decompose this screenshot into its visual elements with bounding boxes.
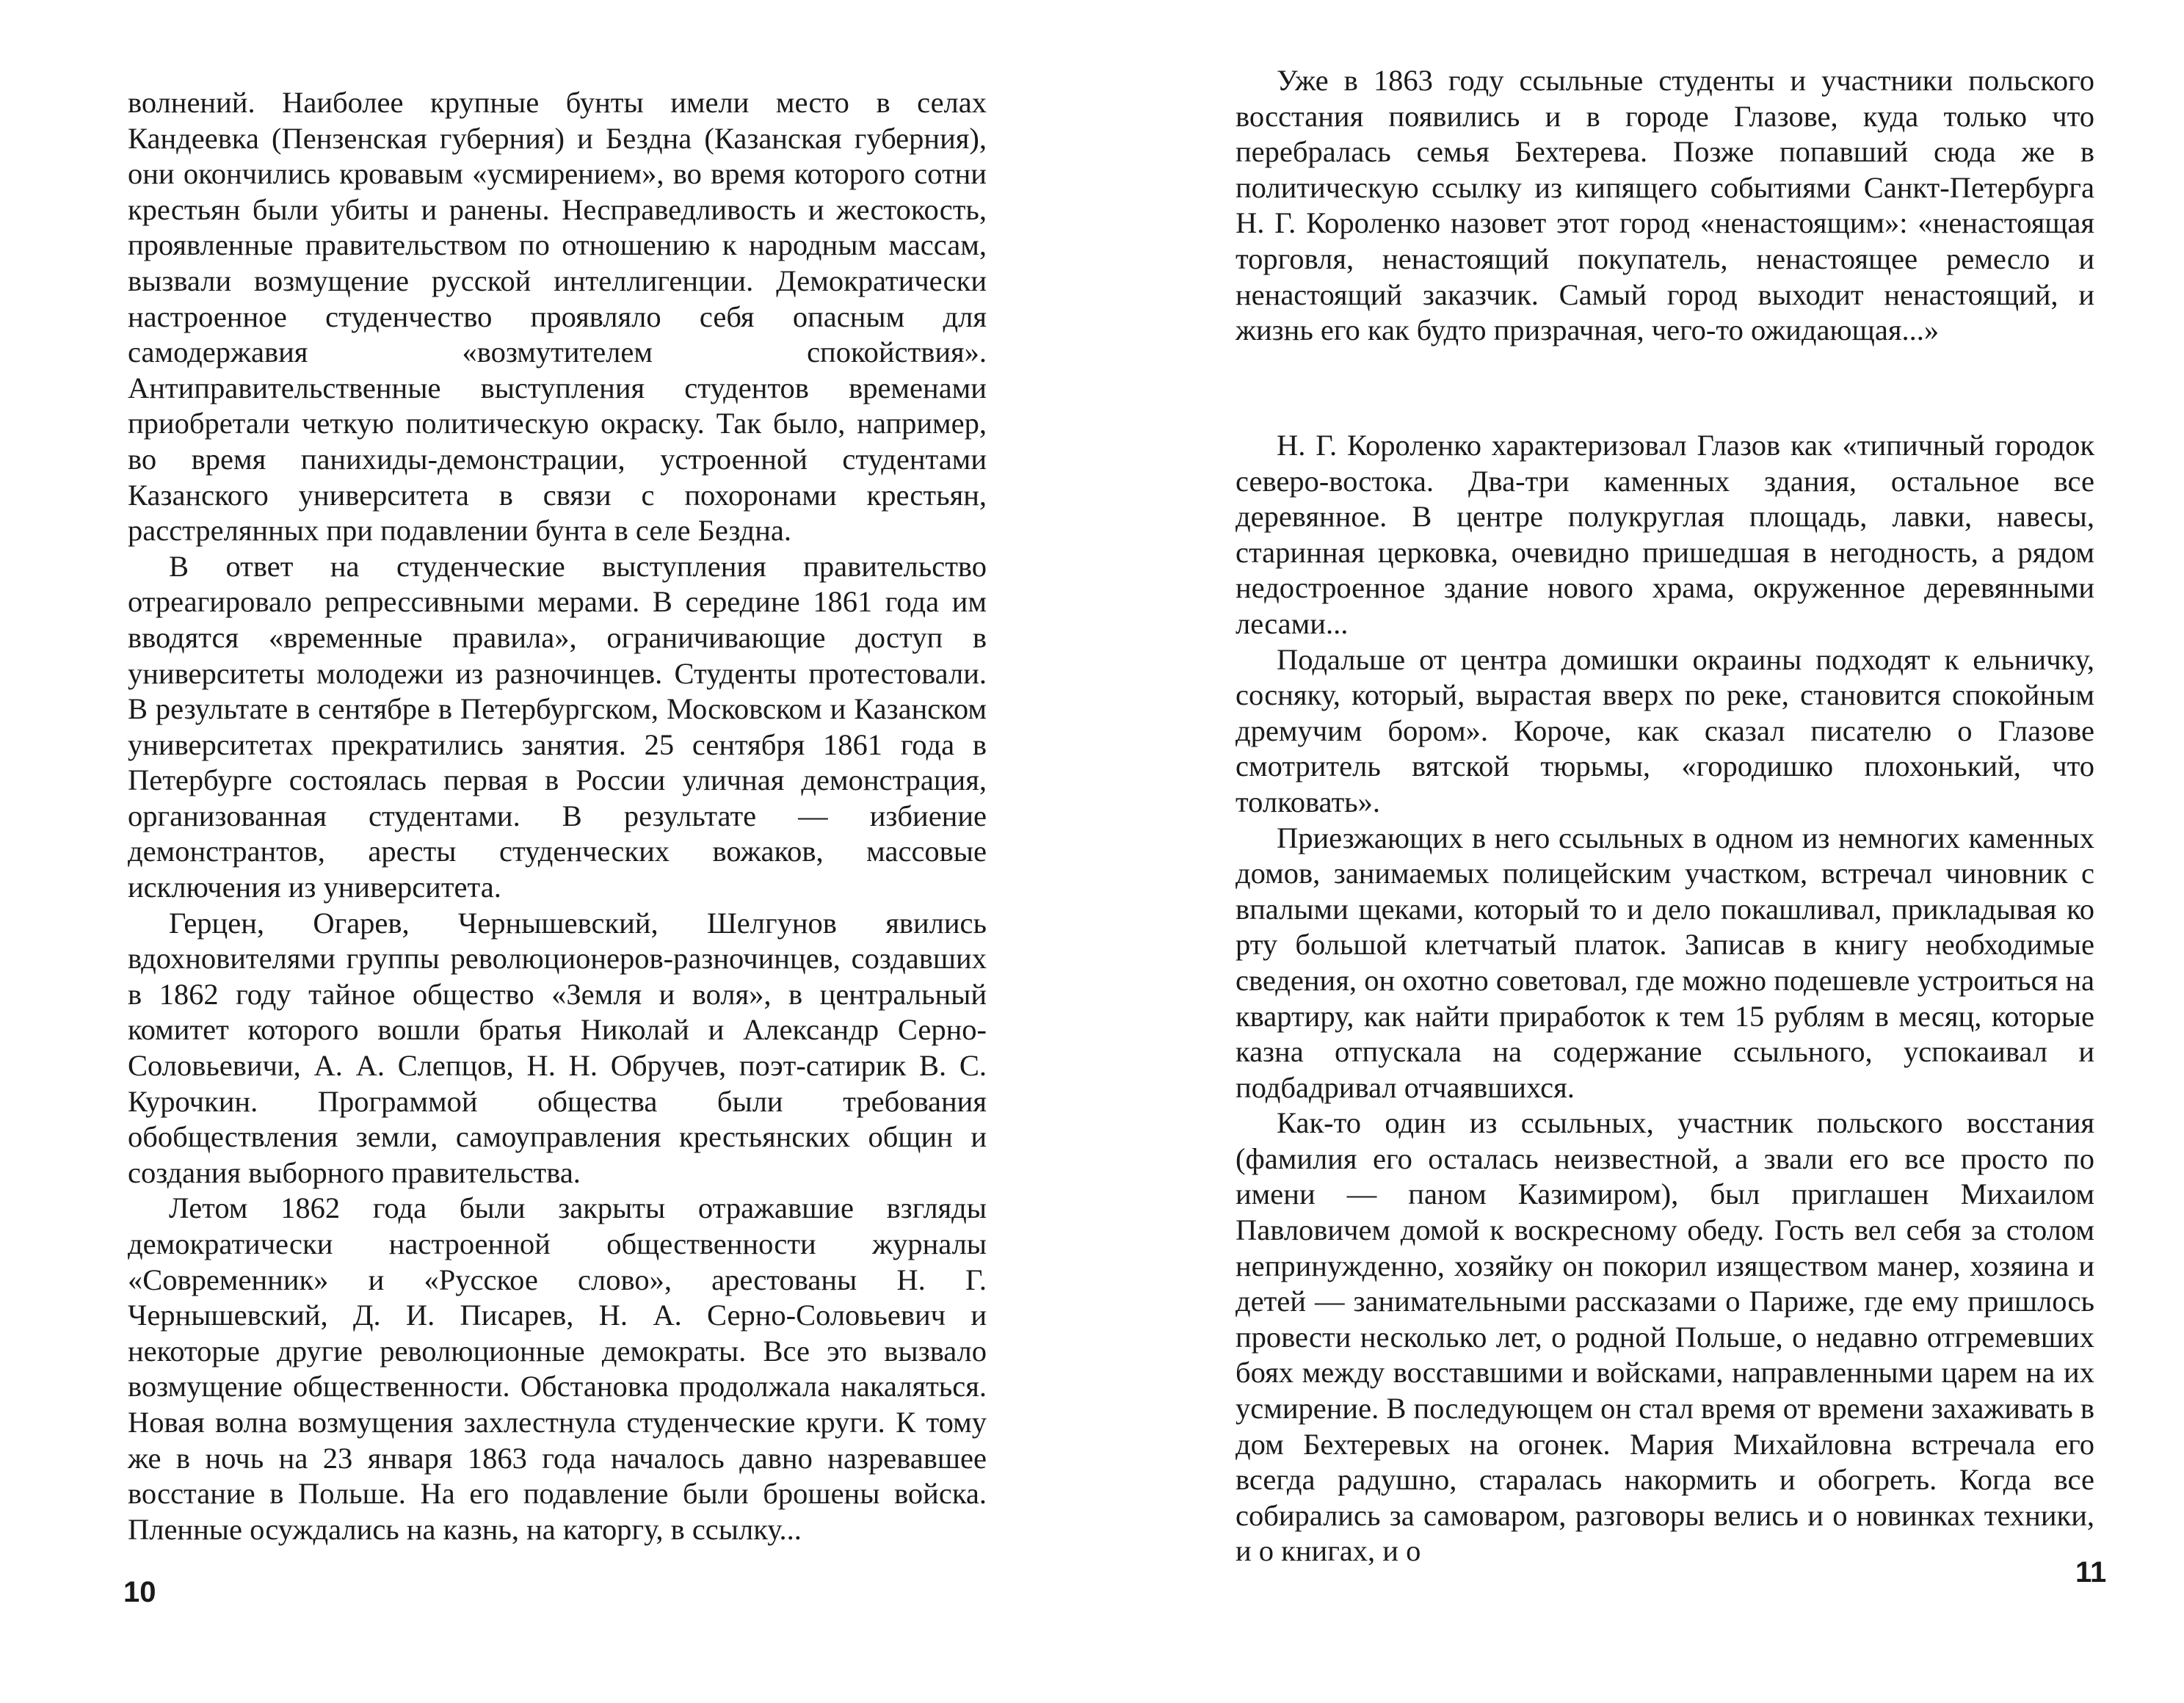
page-number: 10 [123,1576,156,1608]
page-number: 11 [2075,1556,2107,1588]
paragraph: волнений. Наиболее крупные бунты имели место в селах Кандеевка (Пензенская губерния) и Бездна (Казанская губерния), они окончились кровавым «усмирением», во время которого сотни крестьян были убиты и ранены. Несправедливость и жестокость, проявленные правительством по отношению к народным массам, вызвали возмущение русской интеллигенции. Демократически настроенное студенчество проявляло себя опасным для самодержавия «возмутителем спокойствия». Антиправительственные выступления студентов временами приобретали четкую политическую окраску. Так было, например, во время панихиды-демонстрации, устроенной студентами Казанского университета в связи с похоронами крестьян, расстрелянных при подавлении бунта в селе Бездна. [128,86,987,548]
right-page-quote [1236,63,2094,349]
paragraph: Уже в 1863 году ссыльные студенты и участники польского восстания появились и в городе Глазове, куда только что перебралась семья Бехтерева. Позже попавший сюда же в политическую ссылку из кипящего событиями Санкт-Петербурга Н. Г. Короленко назовет этот город «ненастоящим»: «ненастоящая торговля, ненастоящий покупатель, ненастоящее ремесло и ненастоящий заказчик. Самый город выходит ненастоящий, и жизнь его как будто призрачная, чего-то ожидающая...» [1236,64,2094,347]
paragraph: Приезжающих в него ссыльных в одном из немногих каменных домов, занимаемых полицейским участком, встречал чиновник с впалыми щеками, который то и дело покашливал, прикладывая ко рту большой клетчатый платок. Записав в книгу необходимые сведения, он охотно советовал, где можно подешевле устроиться на квартиру, как найти приработок к тем 15 рублям в месяц, которые казна отпускала на содержание ссыльного, успокаивал и подбадривал отчаявшихся. [1236,821,2094,1104]
right-page [1092,0,2184,1703]
paragraph: Как-то один из ссыльных, участник польского восстания (фамилия его осталась неизвестной, а звали его все просто по имени — паном Казимиром), был приглашен Михаилом Павловичем домой к воскресному обеду. Гость вел себя за столом непринужденно, хозяйку он покорил изяществом манер, хозяина и детей — занимательными рассказами о Париже, где ему пришлось провести несколько лет, о родной Польше, о недавно отгремевших боях между восставшими и войсками, направленными царем на их усмирение. В последующем он стал время от времени захаживать в дом Бехтеревых на огонек. Мария Михайловна встречала его всегда радушно, старалась накормить и обогреть. Когда все собирались за самоваром, разговоры велись и о новинках техники, и о книгах, и о [1236,1106,2094,1568]
paragraph: Подальше от центра домишки окраины подходят к ельничку, сосняку, который, вырастая вверх по реке, становится спокойным дремучим бором». Короче, как сказал писателю о Глазове смотритель вятской тюрьмы, «городишко плохонький, что толковать». [1236,642,2094,818]
left-page-text [128,85,987,1547]
right-page-text [1236,428,2094,1569]
paragraph: Герцен, Огарев, Чернышевский, Шелгунов явились вдохновителями группы революционеров-разночинцев, создавших в 1862 году тайное общество «Земля и воля», в центральный комитет которого вошли братья Николай и Александр Серно-Соловьевичи, А. А. Слепцов, Н. Н. Обручев, поэт-сатирик В. С. Курочкин. Программой общества были требования обобществления земли, самоуправления крестьянских общин и создания выборного правительства. [128,906,987,1189]
paragraph: Летом 1862 года были закрыты отражавшие взгляды демократически настроенной общественности журналы «Современник» и «Русское слово», арестованы Н. Г. Чернышевский, Д. И. Писарев, Н. А. Серно-Соловьевич и некоторые другие революционные демократы. Все это вызвало возмущение общественности. Обстановка продолжала накаляться. Новая волна возмущения захлестнула студенческие круги. К тому же в ночь на 23 января 1863 года началось давно назревавшее восстание в Польше. На его подавление были брошены войска. Пленные осуждались на казнь, на каторгу, в ссылку... [128,1191,987,1546]
paragraph: Н. Г. Короленко характеризовал Глазов как «типичный городок северо-востока. Два-три каменных здания, остальное все деревянное. В центре полукруглая площадь, лавки, навесы, старинная церковка, очевидно пришедшая в негодность, а рядом недостроенное здание нового храма, окруженное деревянными лесами... [1236,429,2094,640]
paragraph: В ответ на студенческие выступления правительство отреагировало репрессивными мерами. В середине 1861 года им вводятся «временные правила», ограничивающие доступ в университеты молодежи из разночинцев. Студенты протестовали. В результате в сентябре в Петербургском, Московском и Казанском университетах прекратились занятия. 25 сентября 1861 года в Петербурге состоялась первая в России уличная демонстрация, организованная студентами. В результате — избиение демонстрантов, аресты студенческих вожаков, массовые исключения из университета. [128,549,987,904]
